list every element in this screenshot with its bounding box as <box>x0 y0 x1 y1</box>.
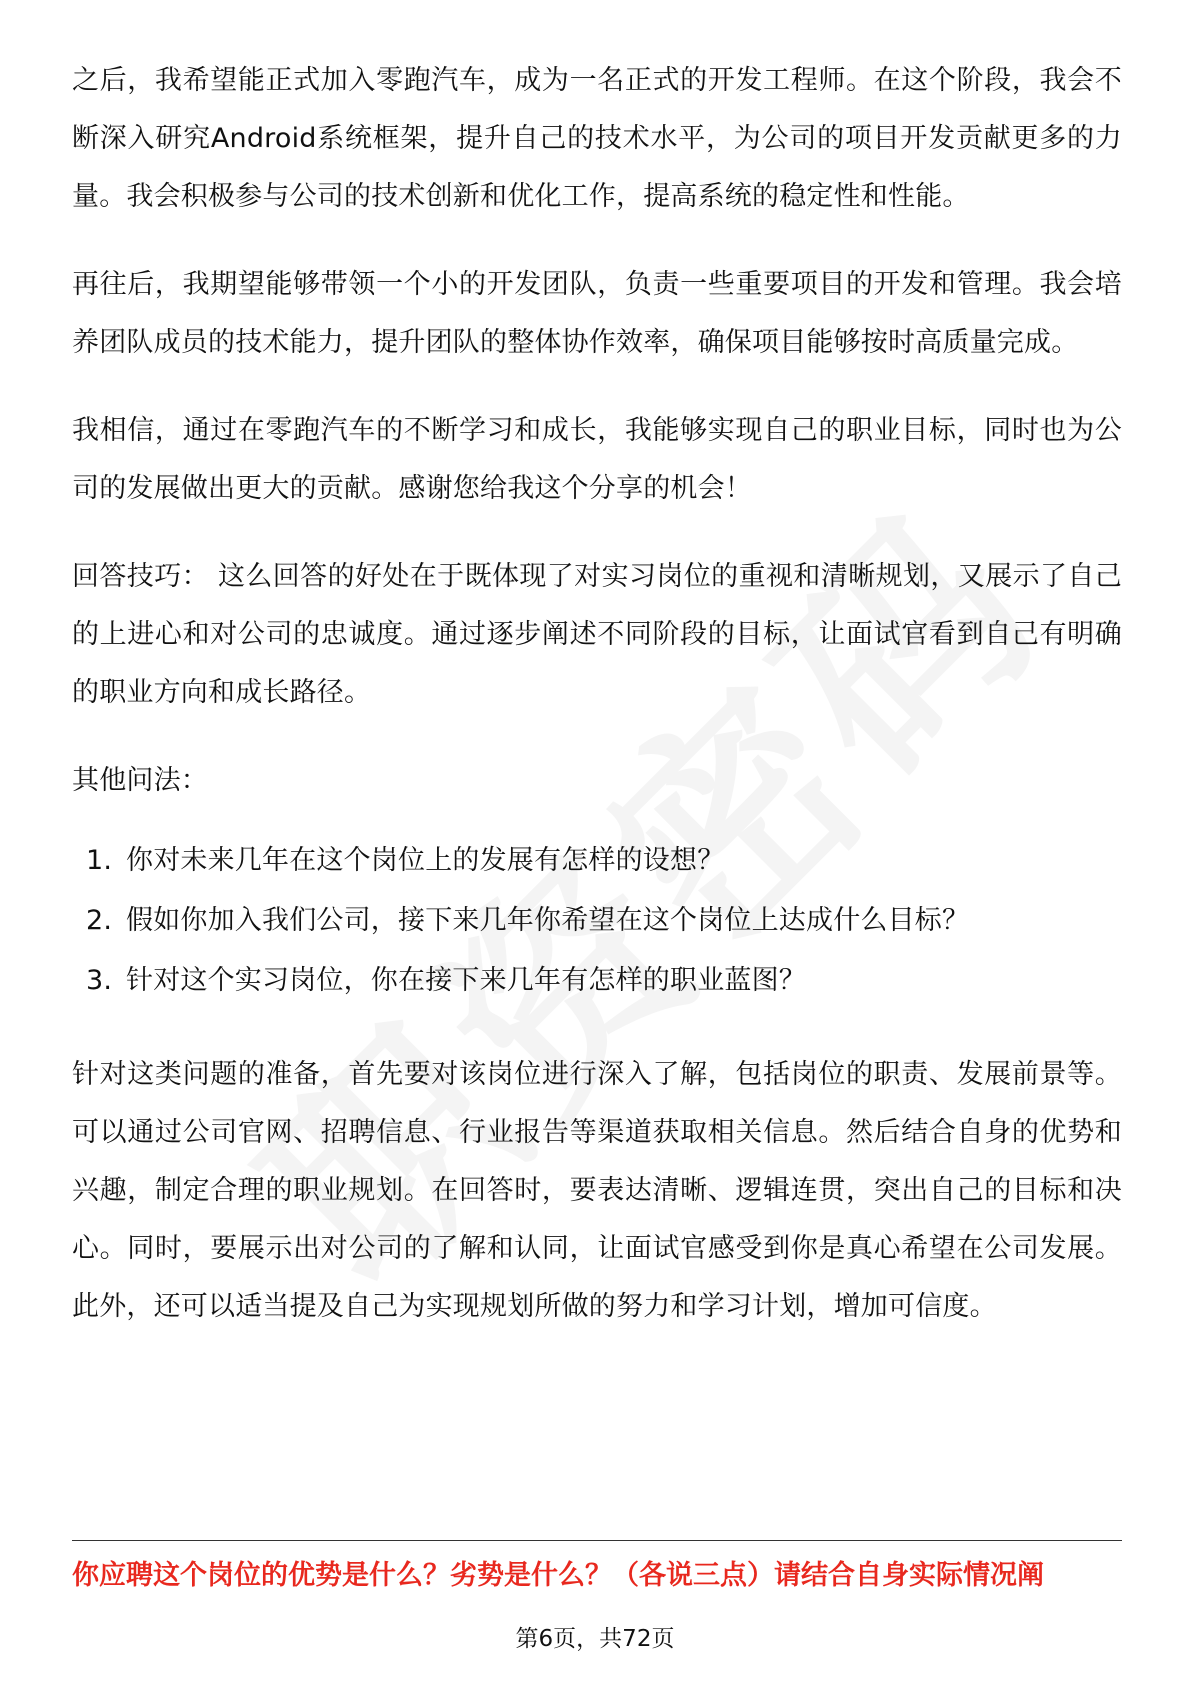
paragraph-closing: 我相信，通过在零跑汽车的不断学习和成长，我能够实现自己的职业目标，同时也为公司的发展做出更大的贡献。感谢您给我这个分享的机会！ <box>72 415 1122 504</box>
next-question-heading: 你应聘这个岗位的优势是什么？劣势是什么？（各说三点）请结合自身实际情况阐 <box>72 1560 1044 1591</box>
paragraph-stage-two: 之后，我希望能正式加入零跑汽车，成为一名正式的开发工程师。在这个阶段，我会不断深入研究Android系统框架，提升自己的技术水平，为公司的项目开发贡献更多的力量。我会积极参与公司的技术创新和优化工作，提高系统的稳定性和性能。 <box>72 65 1122 212</box>
list-item-number: 2. <box>86 905 113 936</box>
section-divider <box>72 1540 1122 1541</box>
list-item <box>86 952 1122 1010</box>
list-item <box>86 832 1122 890</box>
paragraph-preparation: 针对这类问题的准备，首先要对该岗位进行深入了解，包括岗位的职责、发展前景等。可以通过公司官网、招聘信息、行业报告等渠道获取相关信息。然后结合自身的优势和兴趣，制定合理的职业规划。在回答时，要表达清晰、逻辑连贯，突出自己的目标和决心。同时，要展示出对公司的了解和认同，让面试官感受到你是真心希望在公司发展。此外，还可以适当提及自己为实现规划所做的努力和学习计划，增加可信度。 <box>72 1059 1122 1322</box>
list-item-text: 假如你加入我们公司，接下来几年你希望在这个岗位上达成什么目标？ <box>126 905 970 936</box>
list-item-text: 针对这个实习岗位，你在接下来几年有怎样的职业蓝图？ <box>126 965 806 996</box>
list-item-text: 你对未来几年在这个岗位上的发展有怎样的设想？ <box>126 845 725 876</box>
other-questions-list <box>72 832 1122 1010</box>
page-number-footer: 第6页，共72页 <box>515 1626 675 1652</box>
page-content <box>72 52 1122 1336</box>
paragraph-stage-three: 再往后，我期望能够带领一个小的开发团队，负责一些重要项目的开发和管理。我会培养团队成员的技术能力，提升团队的整体协作效率，确保项目能够按时高质量完成。 <box>72 269 1122 358</box>
list-item <box>86 892 1122 950</box>
paragraph-answer-tips: 回答技巧： 这么回答的好处在于既体现了对实习岗位的重视和清晰规划，又展示了自己的上进心和对公司的忠诚度。通过逐步阐述不同阶段的目标，让面试官看到自己有明确的职业方向和成长路径。 <box>72 561 1122 708</box>
list-item-number: 3. <box>86 965 113 996</box>
other-questions-label: 其他问法： <box>72 765 208 796</box>
list-item-number: 1. <box>86 845 113 876</box>
